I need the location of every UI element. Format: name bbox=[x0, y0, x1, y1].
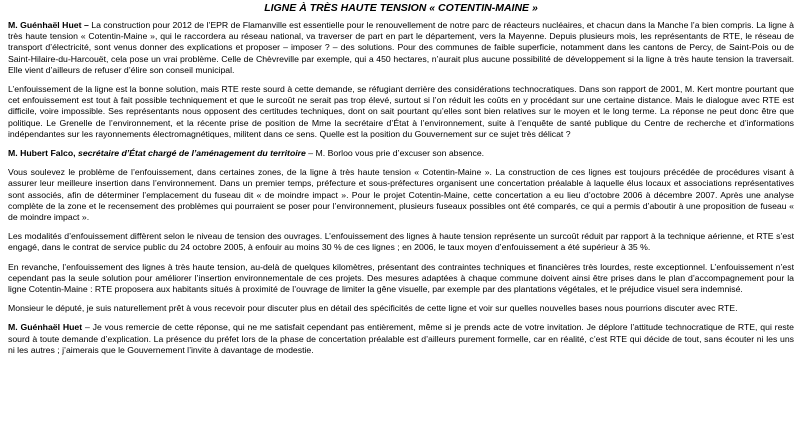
paragraph-falco-answer-2 bbox=[8, 231, 794, 253]
paragraph-text: Vous soulevez le problème de l’enfouissement, dans certaines zones, de la ligne à très haute tension « Cotentin-Maine ». La construction de ces lignes est toujours précédée de procédures visant à assurer leur meilleure insertion dans l’environnement. Dans un premier temps, préfecture et sous-préfectures organisent une concertation préalable à laquelle élus locaux et associations représentatives sont associés, afin de déterminer l’emplacement du fuseau dit « de moindre impact ». Pour le projet Cotentin-Maine, cette concertation a eu lieu d’octobre 2006 à décembre 2007. Après une analyse complète de la zone et le recensement des problèmes qui pourraient se poser pour l’environnement, plusieurs fuseaux possibles ont été comparés, ce qui a permis d’aboutir à une proposition de fuseau « de moindre impact ». bbox=[8, 167, 794, 223]
paragraph-text: – Je vous remercie de cette réponse, qui ne me satisfait cependant pas entièrement, même si je prends acte de votre invitation. Je déplore l’attitude technocratique de RTE, qui reste sourd à toute demande d’explication. La présence du préfet lors de la phase de concertation préalable est d’ailleurs purement formelle, car en réalité, c’est RTE qui décide de tout, sans écouter ni les uns ni les autres ; j’aimerais que le Gouvernement l’invite à davantage de modestie. bbox=[8, 322, 794, 355]
paragraph-huet-question bbox=[8, 20, 794, 76]
document-title: LIGNE À TRÈS HAUTE TENSION « COTENTIN-MAINE » bbox=[264, 2, 538, 14]
paragraph-falco-answer-1 bbox=[8, 167, 794, 223]
speaker-role: secrétaire d’État chargé de l’aménagement du territoire bbox=[75, 148, 306, 159]
paragraph-falco-intro bbox=[8, 148, 794, 159]
paragraph-text: Les modalités d’enfouissement diffèrent selon le niveau de tension des ouvrages. L’enfouissement des lignes à haute tension représente un surcoût réduit par rapport à la technique aérienne, et RTE s’est engagé, dans le contrat de service public du 24 octobre 2005, à enfouir au moins 30 % de ces lignes ; en 2006, le taux moyen d’enfouissement a été supérieur à 35 %. bbox=[8, 231, 794, 253]
paragraph-falco-answer-3 bbox=[8, 262, 794, 296]
speaker-name: M. Hubert Falco, bbox=[8, 148, 76, 159]
paragraph-text: En revanche, l’enfouissement des lignes à très haute tension, au-delà de quelques kilomètres, présentant des contraintes techniques et financières très lourdes, reste exceptionnel. L’enfouissement n’est cependant pas la seule solution pour améliorer l’insertion environnementale de ces projets. Des mesures adaptées à chaque commune doivent ainsi être prises dans le plan d’accompagnement pour la ligne Cotentin-Maine : RTE proposera aux habitants situés à proximité de l’ouvrage de limiter la gêne visuelle, par exemple par des plantations végétales, et le préjudice visuel sera indemnisé. bbox=[8, 261, 794, 295]
speaker-name: M. Guénhaël Huet bbox=[8, 322, 83, 333]
paragraph-huet-question-continued bbox=[8, 84, 794, 140]
paragraph-huet-reply bbox=[8, 322, 794, 356]
paragraph-text: L’enfouissement de la ligne est la bonne solution, mais RTE reste sourd à cette demande, se réfugiant derrière des considérations technocratiques. Dans son rapport de 2001, M. Kert montre pourtant que cet enfouissement est tout à fait possible techniquement et que le surcoût ne serait pas trop élevé, surtout si l’on réduit les coûts en y procédant sur une certaine distance. Mais le dialogue avec RTE est difficile, voire impossible. Ses représentants nous opposent des certitudes techniques, dont on sait pourtant qu’elles sont bien relatives sur le moyen et le long terme. La réponse ne peut donc être que politique. Le Grenelle de l’environnement, et la récente prise de position de Mme la secrétaire d’État à l’environnement, suite à l’enquête de santé publique du Centre de recherche et d’informations indépendantes sur les rayonnements électromagnétiques, militent dans ce sens. Quelle est la position du Gouvernement sur ce sujet très délicat ? bbox=[8, 84, 794, 139]
paragraph-falco-answer-4 bbox=[8, 303, 794, 314]
paragraph-text: La construction pour 2012 de l’EPR de Flamanville est essentielle pour le renouvellement de notre parc de réacteurs nucléaires, et chacun dans la Manche l’a bien compris. La ligne à très haute tension « Cotentin-Maine », qui le raccordera au réseau national, va traverser de part en part le département, vers la Mayenne. Depuis plusieurs mois, les représentants de RTE, le réseau de transport d’électricité, sont venus donner des explications et proposer – imposer ? – des solutions. Pour des communes de faible superficie, notamment dans les cantons de Percy, de Saint-Pois ou de Saint-Hilaire-du-Harcouët, cela pose un vrai problème. Celle de Chèvreville par exemple, qui a 450 hectares, n’aurait plus aucune possibilité de développement si la ligne à très haute tension la traversait. Elle vient d’ailleurs de refuser d’élire son conseil municipal. bbox=[8, 20, 794, 75]
paragraph-text: Monsieur le député, je suis naturellement prêt à vous recevoir pour discuter plus en détail des spécificités de cette ligne et voir sur quelles nouvelles bases nous pourrions discuter avec RTE. bbox=[8, 303, 738, 314]
paragraph-text: – M. Borloo vous prie d’excuser son absence. bbox=[305, 148, 485, 159]
speaker-name: M. Guénhaël Huet – bbox=[8, 20, 89, 30]
